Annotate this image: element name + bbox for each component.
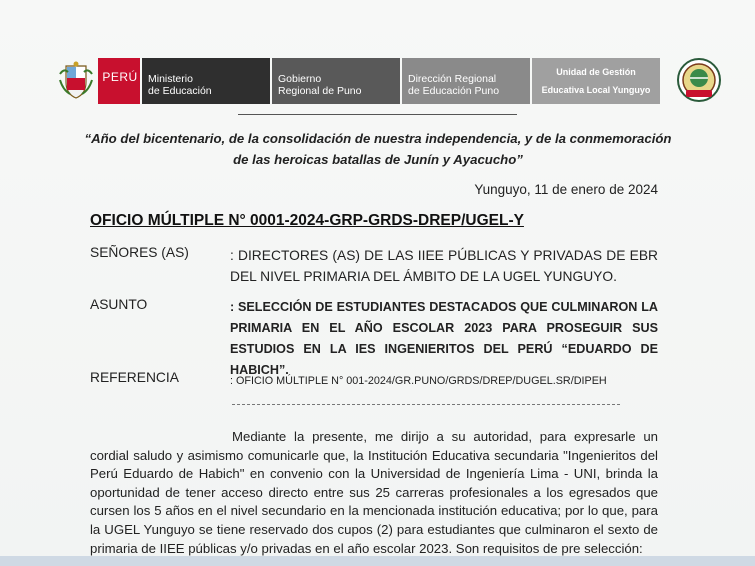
oficio-title: OFICIO MÚLTIPLE N° 0001-2024-GRP-GRDS-DREP/UGEL-Y [90,212,524,229]
header-divider [238,114,517,115]
document-date: Yunguyo, 11 de enero de 2024 [474,182,658,197]
motto-line1: “Año del bicentenario, de la consolidación de nuestra independencia, y de la conmemoración [84,131,672,146]
peru-label: PERÚ [102,70,138,84]
senores-label: SEÑORES (AS) [90,245,189,260]
unidad-line2: Educativa Local Yunguyo [541,85,651,95]
gobierno-line1: Gobierno [278,73,322,85]
letterhead [58,56,698,106]
direccion-block [402,58,530,104]
direccion-line2: de Educación Puno [408,85,500,97]
gobierno-block [272,58,400,104]
ministerio-line1: Ministerio [148,73,193,85]
gobierno-line2: Regional de Puno [278,85,362,97]
body-text: Mediante la presente, me dirijo a su autoridad, para expresarle un cordial saludo y asimismo comunicarle que, la Institución Educativa secundaria "Ingenieritos del Perú Eduardo de Habich" en convenio con la Universidad de Ingeniería Lima - UNI, brinda la oportunidad de tener acceso directo entre sus 25 carreras profesionales a los egresados que cursen los 5 años en el nivel secundario en la mencionada institución educativa; por lo que, para la UGEL Yunguyo se tiene reservado dos cupos (2) para estudiantes que culminaron el sexto de primaria de IIEE públicas y/o privadas en el año escolar 2023. Son requisitos de pre selección: [90,429,658,556]
referencia-label: REFERENCIA [90,370,179,385]
referencia-value: : OFICIO MÚLTIPLE N° 001-2024/GR.PUNO/GRDS/DREP/DUGEL.SR/DIPEH [230,375,607,387]
peru-coat-of-arms-icon [58,60,94,100]
year-motto [80,128,676,170]
asunto-value: : SELECCIÓN DE ESTUDIANTES DESTACADOS QUE CULMINARON LA PRIMARIA EN EL AÑO ESCOLAR 2023 PARA PROSEGUIR SUS ESTUDIOS EN LA IES INGENIERITOS DEL PERÚ “EDUARDO DE HABICH”. [230,300,658,377]
direccion-line1: Dirección Regional [408,73,497,85]
senores-value: : DIRECTORES (AS) DE LAS IIEE PÚBLICAS Y PRIVADAS DE EBR DEL NIVEL PRIMARIA DEL ÁMBITO DE LA UGEL YUNGUYO. [230,248,658,284]
unidad-line1: Unidad de Gestión [556,67,636,77]
ministerio-block [142,58,270,104]
asunto-label: ASUNTO [90,297,148,312]
motto-line2: de las heroicas batallas de Junín y Ayacucho” [233,152,523,167]
dashed-separator [232,404,620,405]
ministerio-line2: de Educación [148,85,212,97]
unidad-block [532,58,660,104]
viewer-bottom-edge [0,556,755,566]
ugel-yunguyo-seal-icon [676,56,722,104]
body-paragraph [90,428,658,558]
